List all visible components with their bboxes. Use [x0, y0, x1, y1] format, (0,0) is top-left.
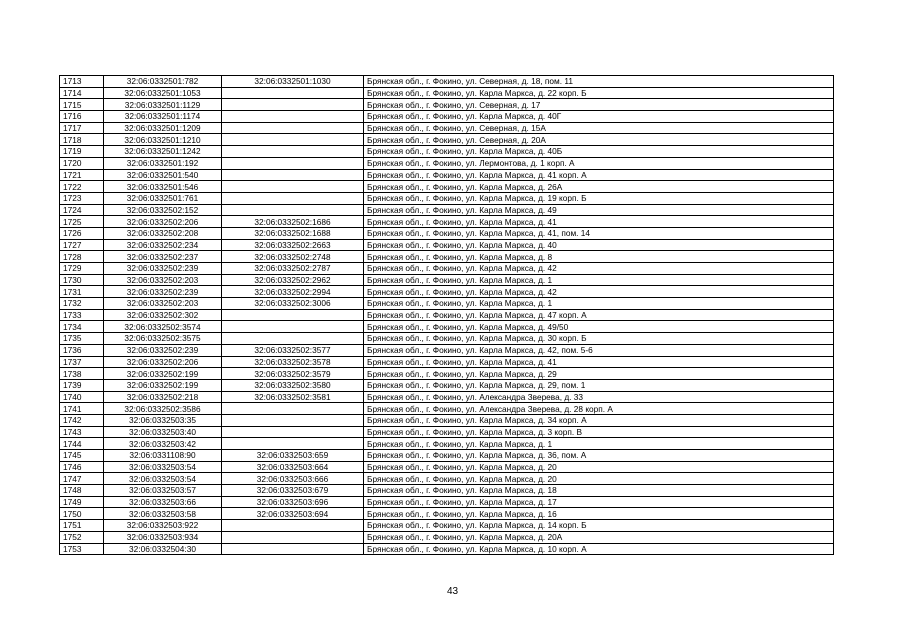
- row-number-cell: 1749: [60, 496, 104, 508]
- address-cell: Брянская обл., г. Фокино, ул. Александра Зверева, д. 28 корп. А: [364, 403, 834, 415]
- parent-cadastral-number-cell: 32:06:0332503:659: [222, 450, 364, 462]
- parent-cadastral-number-cell: 32:06:0332502:3581: [222, 391, 364, 403]
- address-cell: Брянская обл., г. Фокино, ул. Карла Маркса, д. 18: [364, 485, 834, 497]
- address-cell: Брянская обл., г. Фокино, ул. Карла Маркса, д. 40Г: [364, 111, 834, 123]
- row-number-cell: 1720: [60, 157, 104, 169]
- cadastral-number-cell: 32:06:0332501:761: [104, 192, 222, 204]
- table-row: [60, 473, 834, 485]
- parent-cadastral-number-cell: [222, 111, 364, 123]
- cadastral-number-cell: 32:06:0332502:239: [104, 263, 222, 275]
- row-number-cell: 1732: [60, 298, 104, 310]
- parent-cadastral-number-cell: 32:06:0332503:696: [222, 496, 364, 508]
- cadastral-number-cell: 32:06:0332502:199: [104, 379, 222, 391]
- address-cell: Брянская обл., г. Фокино, ул. Северная, д. 18, пом. 11: [364, 76, 834, 88]
- address-cell: Брянская обл., г. Фокино, ул. Карла Маркса, д. 49/50: [364, 321, 834, 333]
- row-number-cell: 1739: [60, 379, 104, 391]
- table-row: [60, 134, 834, 146]
- row-number-cell: 1716: [60, 111, 104, 123]
- table-row: [60, 146, 834, 158]
- table-row: [60, 379, 834, 391]
- cadastral-number-cell: 32:06:0332503:54: [104, 461, 222, 473]
- parent-cadastral-number-cell: [222, 192, 364, 204]
- parent-cadastral-number-cell: 32:06:0332502:1688: [222, 227, 364, 239]
- cadastral-number-cell: 32:06:0332503:40: [104, 426, 222, 438]
- table-row: [60, 216, 834, 228]
- address-cell: Брянская обл., г. Фокино, ул. Карла Маркса, д. 42: [364, 263, 834, 275]
- row-number-cell: 1744: [60, 438, 104, 450]
- parent-cadastral-number-cell: 32:06:0332502:3577: [222, 344, 364, 356]
- table-row: [60, 368, 834, 380]
- table-row: [60, 192, 834, 204]
- cadastral-number-cell: 32:06:0332502:3574: [104, 321, 222, 333]
- table-row: [60, 403, 834, 415]
- row-number-cell: 1729: [60, 263, 104, 275]
- row-number-cell: 1751: [60, 520, 104, 532]
- address-cell: Брянская обл., г. Фокино, ул. Карла Маркса, д. 49: [364, 204, 834, 216]
- table-row: [60, 508, 834, 520]
- cadastral-number-cell: 32:06:0332501:192: [104, 157, 222, 169]
- address-cell: Брянская обл., г. Фокино, ул. Карла Маркса, д. 26А: [364, 181, 834, 193]
- address-cell: Брянская обл., г. Фокино, ул. Карла Маркса, д. 20: [364, 461, 834, 473]
- address-cell: Брянская обл., г. Фокино, ул. Карла Маркса, д. 42: [364, 286, 834, 298]
- table-row: [60, 496, 834, 508]
- cadastral-number-cell: 32:06:0332502:199: [104, 368, 222, 380]
- row-number-cell: 1742: [60, 414, 104, 426]
- row-number-cell: 1746: [60, 461, 104, 473]
- table-row: [60, 76, 834, 88]
- parent-cadastral-number-cell: 32:06:0332502:2663: [222, 239, 364, 251]
- table-row: [60, 391, 834, 403]
- parent-cadastral-number-cell: [222, 403, 364, 415]
- row-number-cell: 1717: [60, 122, 104, 134]
- row-number-cell: 1745: [60, 450, 104, 462]
- table-row: [60, 251, 834, 263]
- cadastral-number-cell: 32:06:0332503:35: [104, 414, 222, 426]
- cadastral-number-cell: 32:06:0332501:1210: [104, 134, 222, 146]
- address-cell: Брянская обл., г. Фокино, ул. Карла Маркса, д. 22 корп. Б: [364, 87, 834, 99]
- cadastral-number-cell: 32:06:0332502:203: [104, 274, 222, 286]
- parent-cadastral-number-cell: 32:06:0332502:2994: [222, 286, 364, 298]
- address-cell: Брянская обл., г. Фокино, ул. Карла Маркса, д. 19 корп. Б: [364, 192, 834, 204]
- cadastral-number-cell: 32:06:0332503:42: [104, 438, 222, 450]
- row-number-cell: 1731: [60, 286, 104, 298]
- table-row: [60, 99, 834, 111]
- row-number-cell: 1741: [60, 403, 104, 415]
- property-registry-table: [59, 75, 834, 555]
- parent-cadastral-number-cell: [222, 438, 364, 450]
- row-number-cell: 1727: [60, 239, 104, 251]
- parent-cadastral-number-cell: [222, 333, 364, 345]
- row-number-cell: 1725: [60, 216, 104, 228]
- parent-cadastral-number-cell: [222, 87, 364, 99]
- address-cell: Брянская обл., г. Фокино, ул. Карла Маркса, д. 41: [364, 356, 834, 368]
- registry-table-body: [60, 76, 834, 555]
- parent-cadastral-number-cell: 32:06:0332503:666: [222, 473, 364, 485]
- parent-cadastral-number-cell: [222, 531, 364, 543]
- parent-cadastral-number-cell: 32:06:0332502:3006: [222, 298, 364, 310]
- parent-cadastral-number-cell: [222, 426, 364, 438]
- parent-cadastral-number-cell: 32:06:0332502:2748: [222, 251, 364, 263]
- table-row: [60, 356, 834, 368]
- address-cell: Брянская обл., г. Фокино, ул. Лермонтова, д. 1 корп. А: [364, 157, 834, 169]
- parent-cadastral-number-cell: [222, 414, 364, 426]
- table-row: [60, 520, 834, 532]
- row-number-cell: 1743: [60, 426, 104, 438]
- address-cell: Брянская обл., г. Фокино, ул. Карла Маркса, д. 16: [364, 508, 834, 520]
- row-number-cell: 1747: [60, 473, 104, 485]
- parent-cadastral-number-cell: [222, 122, 364, 134]
- parent-cadastral-number-cell: [222, 321, 364, 333]
- cadastral-number-cell: 32:06:0332502:206: [104, 216, 222, 228]
- address-cell: Брянская обл., г. Фокино, ул. Карла Маркса, д. 8: [364, 251, 834, 263]
- table-row: [60, 157, 834, 169]
- parent-cadastral-number-cell: [222, 146, 364, 158]
- cadastral-number-cell: 32:06:0332501:782: [104, 76, 222, 88]
- table-row: [60, 111, 834, 123]
- cadastral-number-cell: 32:06:0332502:3586: [104, 403, 222, 415]
- cadastral-number-cell: 32:06:0332501:540: [104, 169, 222, 181]
- table-row: [60, 263, 834, 275]
- cadastral-number-cell: 32:06:0332503:66: [104, 496, 222, 508]
- row-number-cell: 1735: [60, 333, 104, 345]
- cadastral-number-cell: 32:06:0332503:57: [104, 485, 222, 497]
- table-row: [60, 286, 834, 298]
- address-cell: Брянская обл., г. Фокино, ул. Карла Маркса, д. 42, пом. 5-6: [364, 344, 834, 356]
- parent-cadastral-number-cell: 32:06:0332502:3579: [222, 368, 364, 380]
- cadastral-number-cell: 32:06:0332502:302: [104, 309, 222, 321]
- cadastral-number-cell: 32:06:0332502:239: [104, 286, 222, 298]
- parent-cadastral-number-cell: [222, 309, 364, 321]
- parent-cadastral-number-cell: [222, 157, 364, 169]
- row-number-cell: 1752: [60, 531, 104, 543]
- cadastral-number-cell: 32:06:0332504:30: [104, 543, 222, 555]
- address-cell: Брянская обл., г. Фокино, ул. Карла Маркса, д. 41, пом. 14: [364, 227, 834, 239]
- table-row: [60, 181, 834, 193]
- address-cell: Брянская обл., г. Фокино, ул. Карла Маркса, д. 30 корп. Б: [364, 333, 834, 345]
- row-number-cell: 1740: [60, 391, 104, 403]
- table-row: [60, 204, 834, 216]
- cadastral-number-cell: 32:06:0331108:90: [104, 450, 222, 462]
- row-number-cell: 1736: [60, 344, 104, 356]
- table-row: [60, 274, 834, 286]
- table-row: [60, 543, 834, 555]
- cadastral-number-cell: 32:06:0332501:1053: [104, 87, 222, 99]
- cadastral-number-cell: 32:06:0332501:1209: [104, 122, 222, 134]
- table-row: [60, 309, 834, 321]
- address-cell: Брянская обл., г. Фокино, ул. Карла Маркса, д. 40: [364, 239, 834, 251]
- parent-cadastral-number-cell: 32:06:0332502:2787: [222, 263, 364, 275]
- row-number-cell: 1715: [60, 99, 104, 111]
- table-row: [60, 321, 834, 333]
- table-row: [60, 87, 834, 99]
- address-cell: Брянская обл., г. Фокино, ул. Карла Маркса, д. 20А: [364, 531, 834, 543]
- address-cell: Брянская обл., г. Фокино, ул. Карла Маркса, д. 29: [364, 368, 834, 380]
- cadastral-number-cell: 32:06:0332501:1174: [104, 111, 222, 123]
- row-number-cell: 1726: [60, 227, 104, 239]
- parent-cadastral-number-cell: [222, 181, 364, 193]
- parent-cadastral-number-cell: [222, 520, 364, 532]
- address-cell: Брянская обл., г. Фокино, ул. Карла Маркса, д. 41 корп. А: [364, 169, 834, 181]
- parent-cadastral-number-cell: 32:06:0332503:664: [222, 461, 364, 473]
- table-row: [60, 450, 834, 462]
- cadastral-number-cell: 32:06:0332502:203: [104, 298, 222, 310]
- table-row: [60, 438, 834, 450]
- parent-cadastral-number-cell: 32:06:0332502:3578: [222, 356, 364, 368]
- row-number-cell: 1734: [60, 321, 104, 333]
- address-cell: Брянская обл., г. Фокино, ул. Карла Маркса, д. 34 корп. А: [364, 414, 834, 426]
- page-number: 43: [446, 586, 459, 597]
- parent-cadastral-number-cell: 32:06:0332502:1686: [222, 216, 364, 228]
- cadastral-number-cell: 32:06:0332503:58: [104, 508, 222, 520]
- address-cell: Брянская обл., г. Фокино, ул. Северная, д. 15А: [364, 122, 834, 134]
- parent-cadastral-number-cell: [222, 134, 364, 146]
- cadastral-number-cell: 32:06:0332503:934: [104, 531, 222, 543]
- parent-cadastral-number-cell: 32:06:0332503:679: [222, 485, 364, 497]
- cadastral-number-cell: 32:06:0332501:1129: [104, 99, 222, 111]
- row-number-cell: 1713: [60, 76, 104, 88]
- table-row: [60, 426, 834, 438]
- row-number-cell: 1714: [60, 87, 104, 99]
- row-number-cell: 1721: [60, 169, 104, 181]
- table-row: [60, 333, 834, 345]
- address-cell: Брянская обл., г. Фокино, ул. Карла Маркса, д. 47 корп. А: [364, 309, 834, 321]
- row-number-cell: 1723: [60, 192, 104, 204]
- row-number-cell: 1738: [60, 368, 104, 380]
- table-row: [60, 227, 834, 239]
- cadastral-number-cell: 32:06:0332503:54: [104, 473, 222, 485]
- table-row: [60, 414, 834, 426]
- row-number-cell: 1750: [60, 508, 104, 520]
- address-cell: Брянская обл., г. Фокино, ул. Карла Маркса, д. 40Б: [364, 146, 834, 158]
- address-cell: Брянская обл., г. Фокино, ул. Карла Маркса, д. 3 корп. В: [364, 426, 834, 438]
- address-cell: Брянская обл., г. Фокино, ул. Карла Маркса, д. 20: [364, 473, 834, 485]
- parent-cadastral-number-cell: [222, 204, 364, 216]
- address-cell: Брянская обл., г. Фокино, ул. Карла Маркса, д. 36, пом. А: [364, 450, 834, 462]
- cadastral-number-cell: 32:06:0332502:152: [104, 204, 222, 216]
- cadastral-number-cell: 32:06:0332502:239: [104, 344, 222, 356]
- cadastral-number-cell: 32:06:0332502:234: [104, 239, 222, 251]
- parent-cadastral-number-cell: 32:06:0332501:1030: [222, 76, 364, 88]
- address-cell: Брянская обл., г. Фокино, ул. Александра Зверева, д. 33: [364, 391, 834, 403]
- row-number-cell: 1730: [60, 274, 104, 286]
- table-row: [60, 531, 834, 543]
- table-row: [60, 461, 834, 473]
- address-cell: Брянская обл., г. Фокино, ул. Северная, д. 20А: [364, 134, 834, 146]
- parent-cadastral-number-cell: [222, 169, 364, 181]
- cadastral-number-cell: 32:06:0332502:237: [104, 251, 222, 263]
- address-cell: Брянская обл., г. Фокино, ул. Карла Маркса, д. 41: [364, 216, 834, 228]
- cadastral-number-cell: 32:06:0332501:1242: [104, 146, 222, 158]
- table-row: [60, 169, 834, 181]
- row-number-cell: 1748: [60, 485, 104, 497]
- table-row: [60, 298, 834, 310]
- cadastral-number-cell: 32:06:0332502:208: [104, 227, 222, 239]
- row-number-cell: 1728: [60, 251, 104, 263]
- row-number-cell: 1737: [60, 356, 104, 368]
- cadastral-number-cell: 32:06:0332502:3575: [104, 333, 222, 345]
- parent-cadastral-number-cell: [222, 99, 364, 111]
- row-number-cell: 1718: [60, 134, 104, 146]
- parent-cadastral-number-cell: [222, 543, 364, 555]
- parent-cadastral-number-cell: 32:06:0332502:3580: [222, 379, 364, 391]
- cadastral-number-cell: 32:06:0332502:206: [104, 356, 222, 368]
- address-cell: Брянская обл., г. Фокино, ул. Карла Маркса, д. 1: [364, 438, 834, 450]
- table-row: [60, 344, 834, 356]
- address-cell: Брянская обл., г. Фокино, ул. Карла Маркса, д. 14 корп. Б: [364, 520, 834, 532]
- row-number-cell: 1753: [60, 543, 104, 555]
- table-row: [60, 485, 834, 497]
- row-number-cell: 1722: [60, 181, 104, 193]
- row-number-cell: 1733: [60, 309, 104, 321]
- parent-cadastral-number-cell: 32:06:0332503:694: [222, 508, 364, 520]
- table-row: [60, 122, 834, 134]
- address-cell: Брянская обл., г. Фокино, ул. Карла Маркса, д. 10 корп. А: [364, 543, 834, 555]
- address-cell: Брянская обл., г. Фокино, ул. Северная, д. 17: [364, 99, 834, 111]
- cadastral-number-cell: 32:06:0332503:922: [104, 520, 222, 532]
- address-cell: Брянская обл., г. Фокино, ул. Карла Маркса, д. 17: [364, 496, 834, 508]
- row-number-cell: 1724: [60, 204, 104, 216]
- parent-cadastral-number-cell: 32:06:0332502:2962: [222, 274, 364, 286]
- cadastral-number-cell: 32:06:0332501:546: [104, 181, 222, 193]
- address-cell: Брянская обл., г. Фокино, ул. Карла Маркса, д. 1: [364, 274, 834, 286]
- row-number-cell: 1719: [60, 146, 104, 158]
- cadastral-number-cell: 32:06:0332502:218: [104, 391, 222, 403]
- address-cell: Брянская обл., г. Фокино, ул. Карла Маркса, д. 1: [364, 298, 834, 310]
- table-row: [60, 239, 834, 251]
- address-cell: Брянская обл., г. Фокино, ул. Карла Маркса, д. 29, пом. 1: [364, 379, 834, 391]
